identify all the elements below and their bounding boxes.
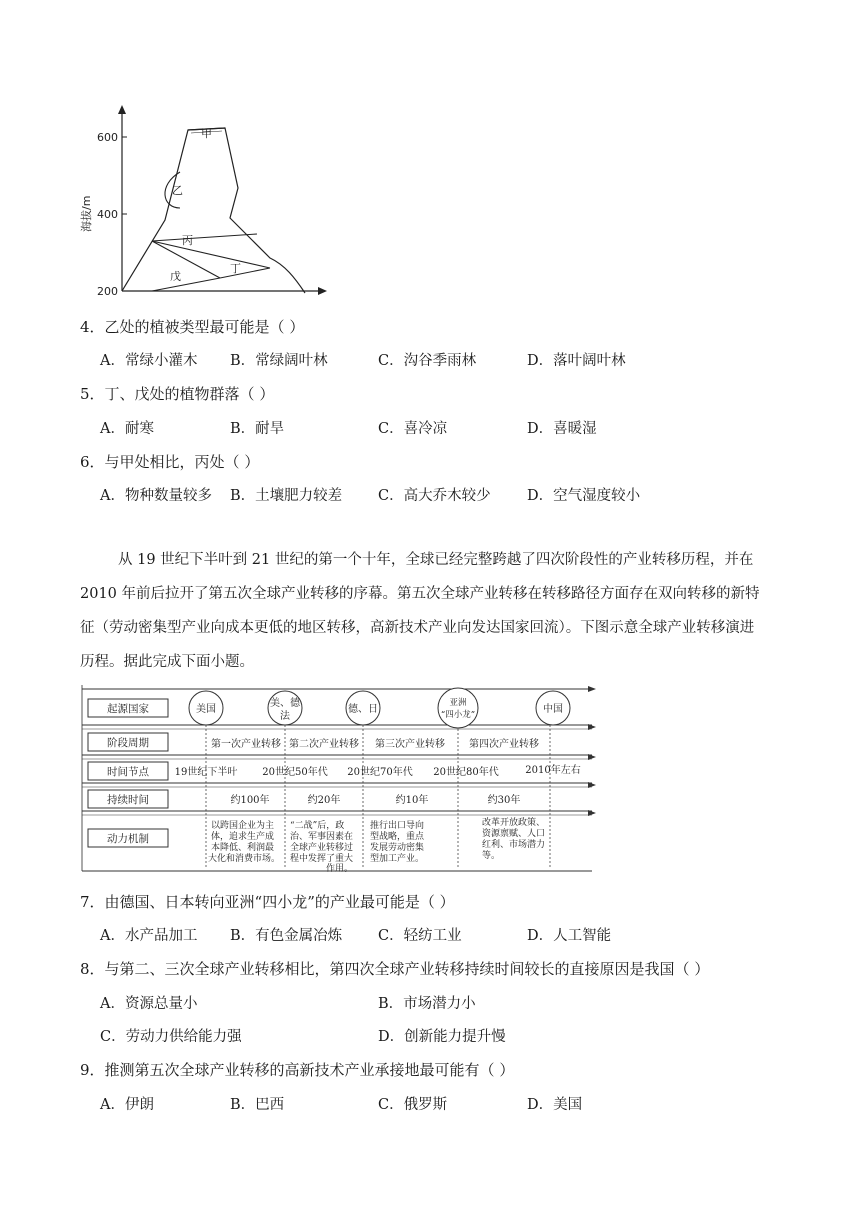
question-5-stem: 5．丁、戊处的植物群落（ ） [80,385,275,403]
mechanism-3-line-4: 型加工产业。 [370,854,425,864]
stage-3: 第三次产业转移 [375,739,445,750]
question-8-option-a[interactable]: A．资源总量小 [100,996,198,1012]
question-9-option-c[interactable]: C．俄罗斯 [378,1097,448,1113]
mechanism-2-line-2: 治、军事因素在 [290,832,354,842]
question-5-option-a[interactable]: A．耐寒 [100,421,154,437]
mechanism-2-line-3: 全球产业转移过 [290,843,354,853]
time-5: 2010年左右 [525,765,581,776]
question-4-stem: 4．乙处的植被类型最可能是（ ） [80,318,305,336]
origin-china: 中国 [543,704,563,715]
mechanism-4-line-2: 资源禀赋、人口 [482,829,546,839]
question-6-option-c[interactable]: C．高大乔木较少 [378,488,491,504]
question-7-option-d[interactable]: D．人工智能 [527,928,612,944]
y-axis-label: 海拔/m [80,195,93,232]
question-6-option-a[interactable]: A．物种数量较多 [100,488,212,504]
mechanism-2-line-1: “二战”后，政 [290,821,345,831]
row-header-mechanism: 动力机制 [107,833,149,845]
question-8-option-d[interactable]: D．创新能力提升慢 [378,1029,506,1045]
question-9-option-a[interactable]: A．伊朗 [100,1097,154,1113]
question-8-option-b[interactable]: B．市场潜力小 [378,996,476,1012]
zone-label-bing: 丙 [182,234,193,247]
question-9-stem: 9．推测第五次全球产业转移的高新技术产业承接地最可能有（ ） [80,1061,515,1079]
passage-line-4: 历程。据此完成下面小题。 [80,654,254,670]
y-tick-400: 400 [97,208,118,221]
mechanism-3-line-3: 发展劳动密集 [370,843,425,853]
time-3: 20世纪70年代 [347,767,413,778]
time-1: 19世纪下半叶 [174,767,238,778]
zone-label-jia: 甲 [201,127,212,140]
mechanism-1-line-1: 以跨国企业为主 [211,821,275,831]
duration-2: 约20年 [307,795,341,806]
row-header-duration: 持续时间 [107,794,149,806]
mechanism-4-line-4: 等。 [482,851,501,861]
mechanism-4-line-3: 红利、市场潜力 [482,840,546,850]
question-4-option-b[interactable]: B．常绿阔叶林 [230,353,328,369]
time-4: 20世纪80年代 [433,767,499,778]
mechanism-1-line-3: 本降低、利润最 [211,843,275,853]
passage-line-1: 从 19 世纪下半叶到 21 世纪的第一个十年，全球已经完整跨越了四次阶段性的产业转移历程，并在 [118,552,754,568]
question-6-stem: 6．与甲处相比，丙处（ ） [80,453,260,471]
question-7-option-b[interactable]: B．有色金属冶炼 [230,928,343,944]
stage-4: 第四次产业转移 [469,739,539,750]
question-8-stem: 8．与第二、三次全球产业转移相比，第四次全球产业转移持续时间较长的直接原因是我国（ ） [80,960,710,978]
duration-1: 约100年 [230,795,270,806]
origin-us-de-fr-line2: 法 [280,711,290,722]
zone-label-ding: 丁 [230,262,241,275]
stage-2: 第二次产业转移 [289,739,359,750]
passage-line-3: 征（劳动密集型产业向成本更低的地区转移，高新技术产业向发达国家回流）。下图示意全球产业转移演进 [80,620,755,636]
question-5-option-c[interactable]: C．喜冷凉 [378,421,448,437]
y-tick-200: 200 [97,285,118,298]
elevation-profile-figure [70,100,340,305]
mechanism-1-line-2: 体，追求生产成 [211,832,275,842]
row-header-time: 时间节点 [107,766,149,778]
question-4-option-d[interactable]: D．落叶阔叶林 [527,353,626,369]
origin-asian-tigers-line2: “四小龙” [440,710,476,720]
question-7-option-a[interactable]: A．水产品加工 [100,928,198,944]
origin-usa: 美国 [196,704,216,715]
question-6-option-b[interactable]: B．土壤肥力较差 [230,488,343,504]
time-2: 20世纪50年代 [262,767,328,778]
question-6-option-d[interactable]: D．空气湿度较小 [527,488,641,504]
mechanism-3-line-1: 推行出口导向 [370,821,425,831]
question-7-option-c[interactable]: C．轻纺工业 [378,928,462,944]
passage-line-2: 2010 年前后拉开了第五次全球产业转移的序幕。第五次全球产业转移在转移路径方面存在双向转移的新特 [80,586,760,602]
origin-asian-tigers-line1: 亚洲 [449,698,467,708]
mechanism-3-line-2: 型战略，重点 [370,832,425,842]
origin-de-jp: 德、日 [348,704,378,715]
row-header-origin: 起源国家 [107,703,149,715]
question-9-option-d[interactable]: D．美国 [527,1097,583,1113]
question-4-option-c[interactable]: C．沟谷季雨林 [378,353,477,369]
mechanism-4-line-1: 改革开放政策、 [482,818,546,828]
mechanism-2-line-4: 程中发挥了重大 [290,854,354,864]
zone-label-wu: 戊 [170,270,181,283]
industry-transfer-timeline-figure [80,683,600,873]
zone-label-yi: 乙 [172,184,183,197]
mountain-outline [122,128,305,293]
question-5-option-b[interactable]: B．耐旱 [230,421,285,437]
stage-1: 第一次产业转移 [211,739,281,750]
question-7-stem: 7．由德国、日本转向亚洲“四小龙”的产业最可能是（ ） [80,893,455,911]
question-9-option-b[interactable]: B．巴西 [230,1097,285,1113]
y-tick-600: 600 [97,131,118,144]
mechanism-2-line-5: 作用。 [326,864,354,873]
mechanism-1-line-4: 大化和消费市场。 [208,854,281,864]
row-header-stage: 阶段周期 [107,737,149,749]
question-5-option-d[interactable]: D．喜暖湿 [527,421,597,437]
duration-3: 约10年 [395,795,429,806]
question-8-option-c[interactable]: C．劳动力供给能力强 [100,1029,242,1045]
origin-us-de-fr-line1: 美、德 [270,698,300,709]
question-4-option-a[interactable]: A．常绿小灌木 [100,353,198,369]
duration-4: 约30年 [487,795,521,806]
